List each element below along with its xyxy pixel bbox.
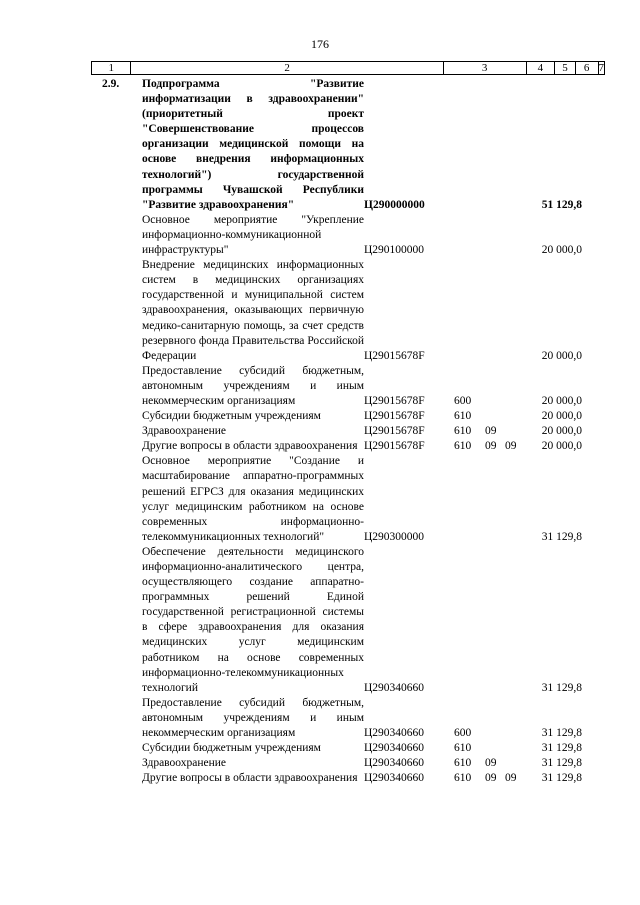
row-pr: 09: [505, 440, 517, 453]
row-pr: 09: [505, 772, 517, 785]
row-number: [0, 364, 142, 409]
table-body: [0, 77, 640, 786]
table-row: [0, 545, 640, 696]
row-amount: 31 129,8: [541, 727, 582, 740]
header-col-4: 4: [527, 62, 556, 74]
row-number: [0, 409, 142, 424]
row-vr: 600: [454, 727, 472, 740]
header-col-7: 7: [598, 62, 604, 74]
row-name: Другие вопросы в области здравоохранения: [142, 440, 358, 453]
table-row: [0, 77, 640, 213]
row-number: [0, 741, 142, 756]
row-name: Основное мероприятие "Укрепление информационно-коммуникационной инфраструктуры": [142, 213, 364, 257]
row-name: Здравоохранение: [142, 757, 227, 770]
row-code: Ц290100000: [364, 244, 425, 257]
row-amount: 20 000,0: [541, 394, 582, 407]
row-code: Ц29015678F: [364, 440, 425, 453]
row-name: Основное мероприятие "Создание и масштабирование аппаратно-программных решений ЕГРСЗ для оказания медицинских услуг медицинским работником на основе современных информационно-телекоммуникационных технологий": [142, 455, 364, 543]
row-vr: 610: [454, 742, 472, 755]
row-amount: 31 129,8: [541, 530, 582, 543]
table-row: [0, 258, 640, 364]
table-row: [0, 409, 640, 424]
row-number: [0, 696, 142, 741]
row-vr: 610: [454, 425, 472, 438]
row-code: Ц290340660: [364, 772, 425, 785]
table-row: [0, 364, 640, 409]
table-header: [91, 61, 605, 75]
table-row: [0, 439, 640, 454]
row-amount: 20 000,0: [541, 440, 582, 453]
row-number: [0, 756, 142, 771]
row-number: [0, 439, 142, 454]
row-number: [0, 545, 142, 696]
row-code: Ц290340660: [364, 757, 425, 770]
header-col-5: 5: [555, 62, 576, 74]
row-name: Субсидии бюджетным учреждениям: [142, 410, 321, 423]
row-name: Предоставление субсидий бюджетным, автономным учреждениям и иным некоммерческим организациям: [142, 696, 364, 740]
row-name: Подпрограмма "Развитие информатизации в здравоохранении" (приоритетный проект "Совершенствование процессов организации медицинской помощи на основе внедрения информационных технологий") государственной программы Чувашской Республики "Развитие здравоохранения": [142, 78, 364, 211]
row-rz: 09: [485, 440, 497, 453]
table-row: [0, 213, 640, 258]
row-code: Ц29015678F: [364, 394, 425, 407]
row-number: [0, 213, 142, 258]
row-name: Предоставление субсидий бюджетным, автономным учреждениям и иным некоммерческим организациям: [142, 364, 364, 407]
row-name: Обеспечение деятельности медицинского информационно-аналитического центра, осуществляющего создание аппаратно-программных решений Единой государственной регистрационной системы в сфере здравоохранения для оказания медицинских услуг медицинским работником на основе современных информационно-телекоммуникационных технологий: [142, 545, 364, 694]
row-number: 2.9.: [102, 78, 120, 90]
row-code: Ц290340660: [364, 727, 425, 740]
row-number: [0, 258, 142, 364]
row-code: Ц29015678F: [364, 425, 425, 438]
row-code: Ц290000000: [364, 198, 425, 211]
row-code: Ц290300000: [364, 530, 425, 543]
row-amount: 31 129,8: [541, 757, 582, 770]
table-row: [0, 696, 640, 741]
table-row: [0, 741, 640, 756]
table-row: [0, 424, 640, 439]
row-code: Ц29015678F: [364, 349, 425, 362]
header-col-3: 3: [444, 62, 527, 74]
page-number: 176: [311, 37, 329, 51]
row-code: Ц290340660: [364, 742, 425, 755]
row-rz: 09: [485, 757, 497, 770]
row-name: Субсидии бюджетным учреждениям: [142, 742, 321, 755]
header-col-6: 6: [576, 62, 599, 74]
row-amount: 20 000,0: [541, 425, 582, 438]
row-amount: 51 129,8: [541, 198, 582, 211]
header-col-1: 1: [92, 62, 131, 74]
row-code: Ц290340660: [364, 681, 425, 694]
header-col-2: 2: [131, 62, 443, 74]
row-vr: 610: [454, 440, 472, 453]
row-amount: 20 000,0: [541, 410, 582, 423]
table-row: [0, 756, 640, 771]
row-amount: 31 129,8: [541, 742, 582, 755]
row-amount: 20 000,0: [541, 349, 582, 362]
row-vr: 610: [454, 410, 472, 423]
row-amount: 20 000,0: [541, 244, 582, 257]
row-name: Внедрение медицинских информационных систем в медицинских организациях государственной и муниципальной систем здравоохранения, оказывающих первичную медико-санитарную помощь, за счет средств резервного фонда Правительства Российской Федерации: [142, 259, 364, 362]
row-rz: 09: [485, 772, 497, 785]
row-name: Здравоохранение: [142, 425, 227, 438]
row-vr: 610: [454, 772, 472, 785]
row-vr: 600: [454, 394, 472, 407]
row-number: [0, 454, 142, 545]
table-row: [0, 771, 640, 786]
row-number: [0, 424, 142, 439]
row-name: Другие вопросы в области здравоохранения: [142, 772, 358, 785]
row-amount: 31 129,8: [541, 772, 582, 785]
row-amount: 31 129,8: [541, 681, 582, 694]
row-number: [0, 771, 142, 786]
table-row: [0, 454, 640, 545]
row-rz: 09: [485, 425, 497, 438]
row-code: Ц29015678F: [364, 410, 425, 423]
row-vr: 610: [454, 757, 472, 770]
